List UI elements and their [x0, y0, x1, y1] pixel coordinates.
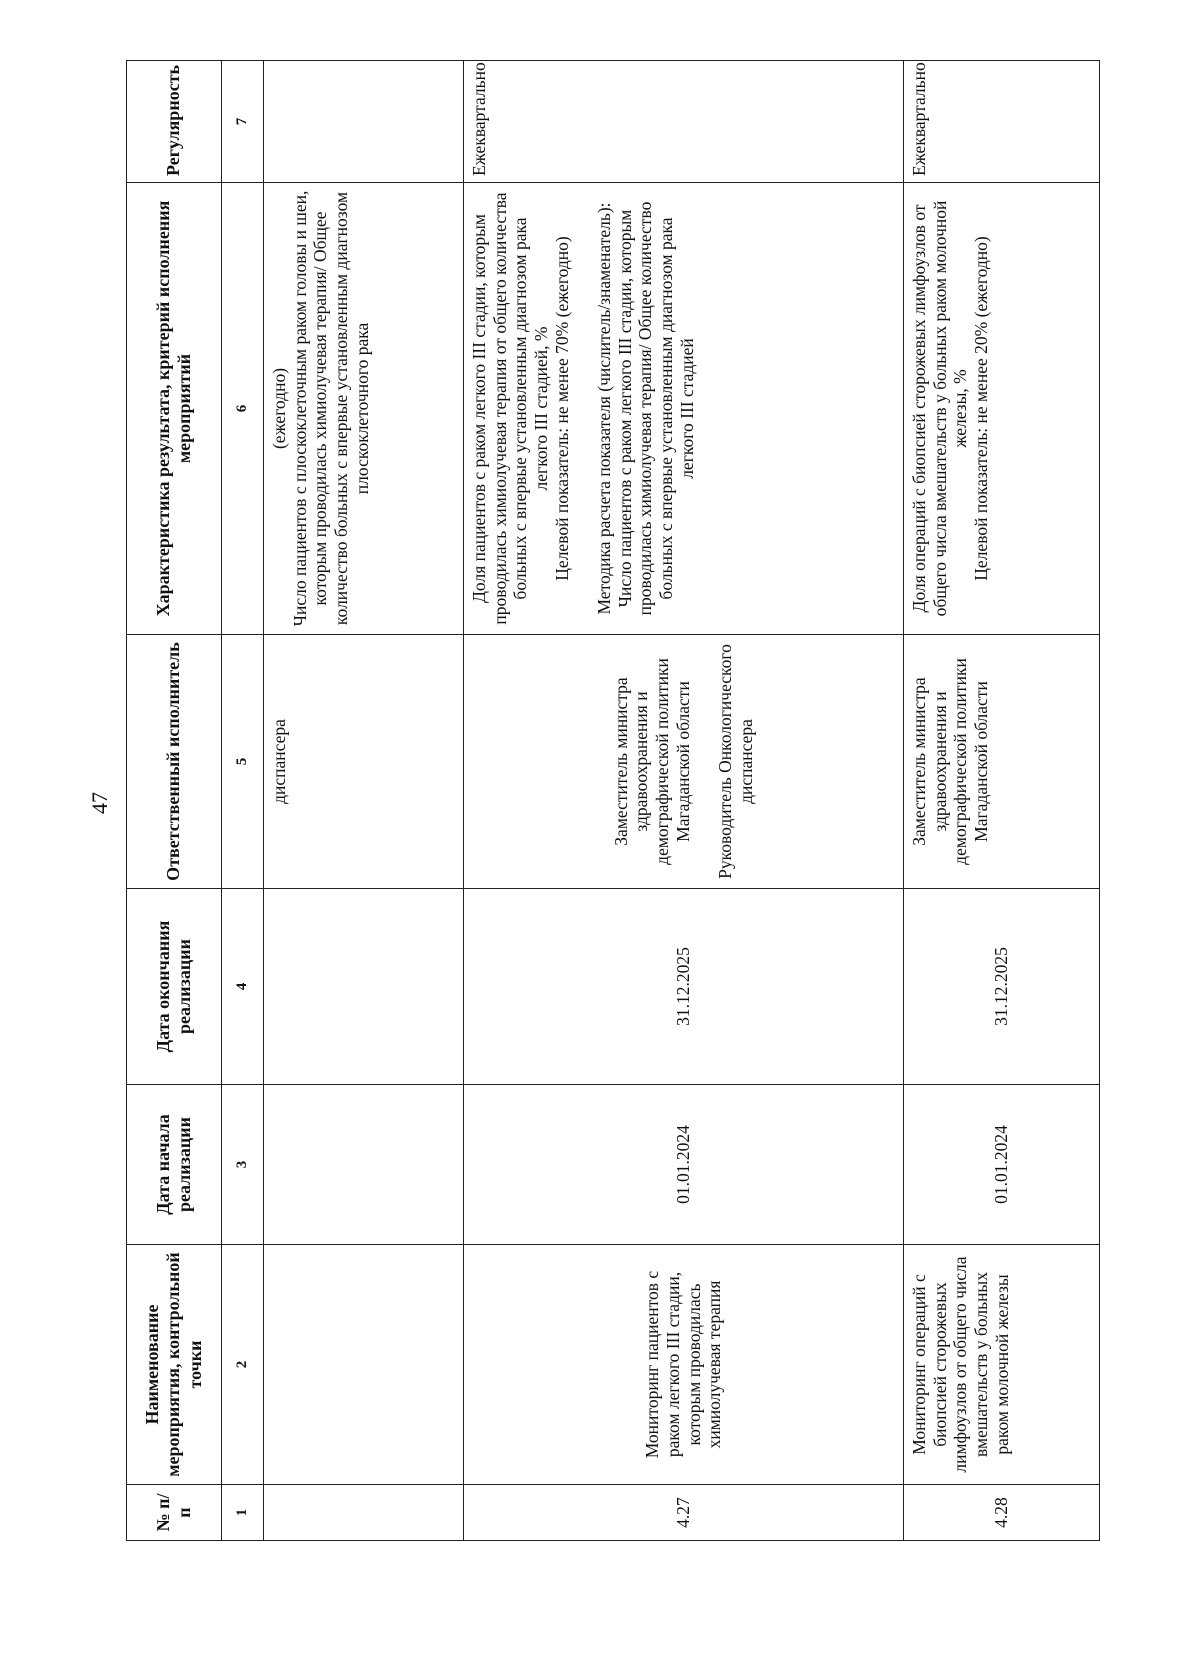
cell-characteristic: [904, 183, 1100, 635]
header-characteristic: Характеристика результата, критерий исполнения мероприятий: [127, 183, 222, 635]
characteristic-line: (ежегодно): [269, 367, 289, 450]
responsible-line: Заместитель министра здравоохранения и демографической политики Магаданской области: [909, 658, 991, 865]
characteristic-line: Целевой показатель: не менее 70% (ежегодно): [551, 236, 572, 581]
cell-characteristic: [264, 183, 464, 635]
characteristic-line: Число пациентов с раком легкого III стадии, которым проводилась химиолучевая терапия/ Общее количество больных с впервые установленным диагнозом рака легкого III стадией: [614, 201, 697, 616]
column-number: 3: [222, 1085, 264, 1245]
page-number: 47: [87, 792, 112, 814]
characteristic-line: Число пациентов с плоскоклеточным раком головы и шеи, которым проводилась химиолучевая терапия/ Общее количество больных с впервые установленным диагнозом плоскоклеточного рака: [289, 190, 372, 627]
column-number: 1: [222, 1485, 264, 1541]
rotated-table-container: [126, 61, 1099, 1541]
header-start: Дата начала реализации: [127, 1085, 222, 1245]
header-name: Наименование мероприятия, контрольной точки: [127, 1245, 222, 1485]
column-number: 7: [222, 61, 264, 183]
cell-empty: [264, 1245, 464, 1485]
cell-end: 31.12.2025: [464, 889, 904, 1085]
cell-empty: [264, 889, 464, 1085]
cell-empty: [264, 61, 464, 183]
cell-name: Мониторинг операций с биопсией сторожевых лимфоузлов от общего числа вмешательств у больных раком молочной железы: [904, 1245, 1100, 1485]
cell-regularity: Ежеквартально: [904, 61, 1100, 183]
header-row: [127, 61, 222, 1541]
characteristic-line: Целевой показатель: не менее 20% (ежегодно): [970, 236, 991, 581]
cell-empty: [264, 1485, 464, 1541]
table-row: [904, 61, 1100, 1541]
header-end: Дата окончания реализации: [127, 889, 222, 1085]
cell-responsible: [464, 635, 904, 889]
column-number-row: [222, 61, 264, 1541]
cell-num: 4.28: [904, 1485, 1100, 1541]
characteristic-line: Доля пациентов с раком легкого III стадии, которым проводилась химиолучевая терапия от общего количества больных с впервые установленным диагнозом рака легкого III стадией, %: [469, 192, 551, 625]
cell-empty: [264, 1085, 464, 1245]
cell-num: 4.27: [464, 1485, 904, 1541]
cell-start: 01.01.2024: [904, 1085, 1100, 1245]
responsible-line: Заместитель министра здравоохранения и демографической политики Магаданской области: [610, 658, 693, 865]
header-num: № п/п: [127, 1485, 222, 1541]
responsible-line: Руководитель Онкологического диспансера: [715, 644, 756, 879]
header-regularity: Регулярность: [127, 61, 222, 183]
column-number: 2: [222, 1245, 264, 1485]
column-number: 5: [222, 635, 264, 889]
header-responsible: Ответственный исполнитель: [127, 635, 222, 889]
table-row: [464, 61, 904, 1541]
cell-name: Мониторинг пациентов с раком легкого III стадии, которым проводилась химиолучевая терапия: [464, 1245, 904, 1485]
cell-responsible: [904, 635, 1100, 889]
cell-end: 31.12.2025: [904, 889, 1100, 1085]
column-number: 6: [222, 183, 264, 635]
cell-responsible: диспансера: [264, 635, 464, 889]
column-number: 4: [222, 889, 264, 1085]
cell-regularity: Ежеквартально: [464, 61, 904, 183]
cell-characteristic: [464, 183, 904, 635]
table-row-continuation: [264, 61, 464, 1541]
characteristic-line: Методика расчета показателя (числитель/знаменатель):: [594, 202, 615, 615]
cell-start: 01.01.2024: [464, 1085, 904, 1245]
characteristic-line: Доля операций с биопсией сторожевых лимфоузлов от общего числа вмешательств у больных раком молочной железы, %: [909, 200, 971, 617]
activities-table: [126, 60, 1100, 1541]
